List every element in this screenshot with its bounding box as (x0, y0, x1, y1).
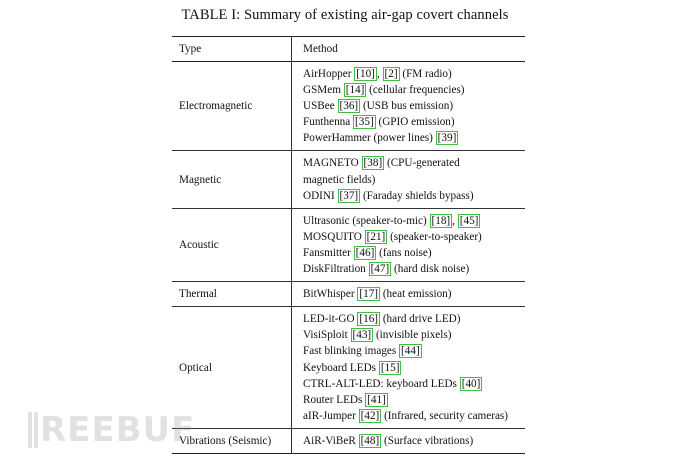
method-text: (FM radio) (399, 68, 452, 80)
covert-channels-table (172, 36, 525, 454)
citation-link[interactable]: [42] (360, 409, 380, 422)
method-text: Ultrasonic (speaker-to-mic) (303, 214, 430, 227)
citation-link[interactable]: [17] (359, 288, 379, 301)
method-text: , (376, 68, 383, 80)
method-line (303, 213, 525, 229)
method-text: MAGNETO (303, 157, 362, 170)
method-line (303, 392, 525, 408)
channel-type-cell: Optical (172, 307, 292, 429)
method-text: (USB bus emission) (360, 100, 454, 113)
citation-link[interactable]: [36] (339, 100, 359, 113)
method-text: CTRL-ALT-LED: keyboard LEDs (303, 377, 460, 390)
method-line (303, 245, 525, 261)
method-line (303, 376, 525, 392)
method-text: GSMem (303, 84, 344, 97)
table-body (172, 62, 525, 454)
method-text: ODINI (303, 189, 338, 202)
method-text: (Infrared, security cameras) (381, 409, 508, 422)
watermark-text: REEBUF (40, 410, 196, 450)
method-text: USBee (303, 100, 338, 113)
freebuf-watermark-logo (28, 404, 196, 450)
channel-type-cell: Vibrations (Seismic) (172, 428, 292, 453)
method-line (303, 155, 525, 171)
citation-link[interactable]: [45] (459, 214, 479, 227)
citation-link[interactable]: [35] (355, 116, 374, 129)
method-line (303, 261, 525, 277)
method-text: BitWhisper (303, 288, 358, 301)
method-line (303, 360, 525, 376)
table-row (172, 62, 525, 151)
method-line (303, 311, 525, 327)
method-text: PowerHammer (power lines) (303, 132, 436, 145)
channel-type-cell: Thermal (172, 282, 292, 307)
method-line (303, 286, 525, 302)
channel-type-cell: Acoustic (172, 208, 292, 281)
method-cell (292, 62, 526, 151)
method-text: (hard drive LED) (380, 313, 461, 326)
method-cell (292, 282, 526, 307)
method-line (303, 98, 525, 114)
method-text: (invisible pixels) (373, 329, 452, 342)
header-type: Type (172, 37, 292, 62)
method-cell (292, 208, 526, 281)
citation-link[interactable]: [2] (384, 68, 398, 80)
method-line (303, 408, 525, 424)
method-text: magnetic fields) (303, 173, 376, 186)
method-text: (fans noise) (376, 246, 432, 259)
method-text: (speaker-to-speaker) (387, 230, 482, 243)
citation-link[interactable]: [37] (339, 189, 359, 202)
method-cell (292, 307, 526, 429)
citation-link[interactable]: [10] (356, 68, 375, 80)
method-line (303, 229, 525, 245)
method-text: (Surface vibrations) (381, 434, 474, 447)
citation-link[interactable]: [47] (370, 263, 390, 276)
method-line (303, 66, 525, 82)
method-text: Router LEDs (303, 393, 366, 406)
method-text: (GPIO emission) (375, 116, 455, 129)
method-line (303, 82, 525, 98)
method-text: Fansmitter (303, 246, 354, 259)
method-text: MOSQUITO (303, 230, 365, 243)
citation-link[interactable]: [18] (431, 214, 451, 227)
table-row (172, 428, 525, 453)
citation-link[interactable]: [43] (352, 329, 372, 342)
table-row (172, 307, 525, 429)
table-row (172, 151, 525, 208)
citation-link[interactable]: [44] (401, 345, 420, 358)
citation-link[interactable]: [39] (437, 132, 457, 145)
header-method: Method (292, 37, 526, 62)
method-text: LED-it-GO (303, 313, 358, 326)
method-text: Keyboard LEDs (303, 361, 379, 374)
citation-link[interactable]: [15] (380, 361, 400, 374)
method-text: (CPU-generated (384, 157, 460, 170)
method-line (303, 327, 525, 343)
method-line (303, 188, 525, 204)
citation-link[interactable]: [16] (359, 313, 379, 326)
method-text: aIR-Jumper (303, 409, 359, 422)
channel-type-cell: Magnetic (172, 151, 292, 208)
table-row (172, 282, 525, 307)
method-text: (heat emission) (380, 288, 452, 301)
citation-link[interactable]: [46] (355, 246, 375, 259)
citation-link[interactable]: [48] (360, 434, 380, 447)
table-header-row (172, 37, 525, 62)
table-caption: TABLE I: Summary of existing air-gap covert channels (181, 7, 509, 23)
method-line (303, 114, 525, 130)
method-line (303, 343, 525, 359)
method-text: Fast blinking images (303, 345, 400, 358)
method-line (303, 172, 525, 188)
method-text: AiR-ViBeR (303, 434, 359, 447)
table-row (172, 208, 525, 281)
method-text: , (452, 214, 458, 227)
channel-type-cell: Electromagnetic (172, 62, 292, 151)
method-text: (Faraday shields bypass) (360, 189, 474, 202)
method-cell (292, 151, 526, 208)
method-text: Funthenna (303, 116, 354, 129)
method-text: (hard disk noise) (391, 263, 470, 276)
method-text: AirHopper (303, 68, 355, 80)
citation-link[interactable]: [38] (363, 157, 383, 170)
method-text: DiskFiltration (303, 263, 369, 276)
method-text: (cellular frequencies) (366, 84, 465, 97)
citation-link[interactable]: [21] (366, 230, 386, 243)
method-text: VisiSploit (303, 329, 351, 342)
method-line (303, 130, 525, 146)
method-line (303, 433, 525, 449)
method-cell (292, 428, 526, 453)
citation-link[interactable]: [41] (367, 393, 386, 406)
citation-link[interactable]: [14] (345, 84, 365, 97)
citation-link[interactable]: [40] (461, 377, 481, 390)
